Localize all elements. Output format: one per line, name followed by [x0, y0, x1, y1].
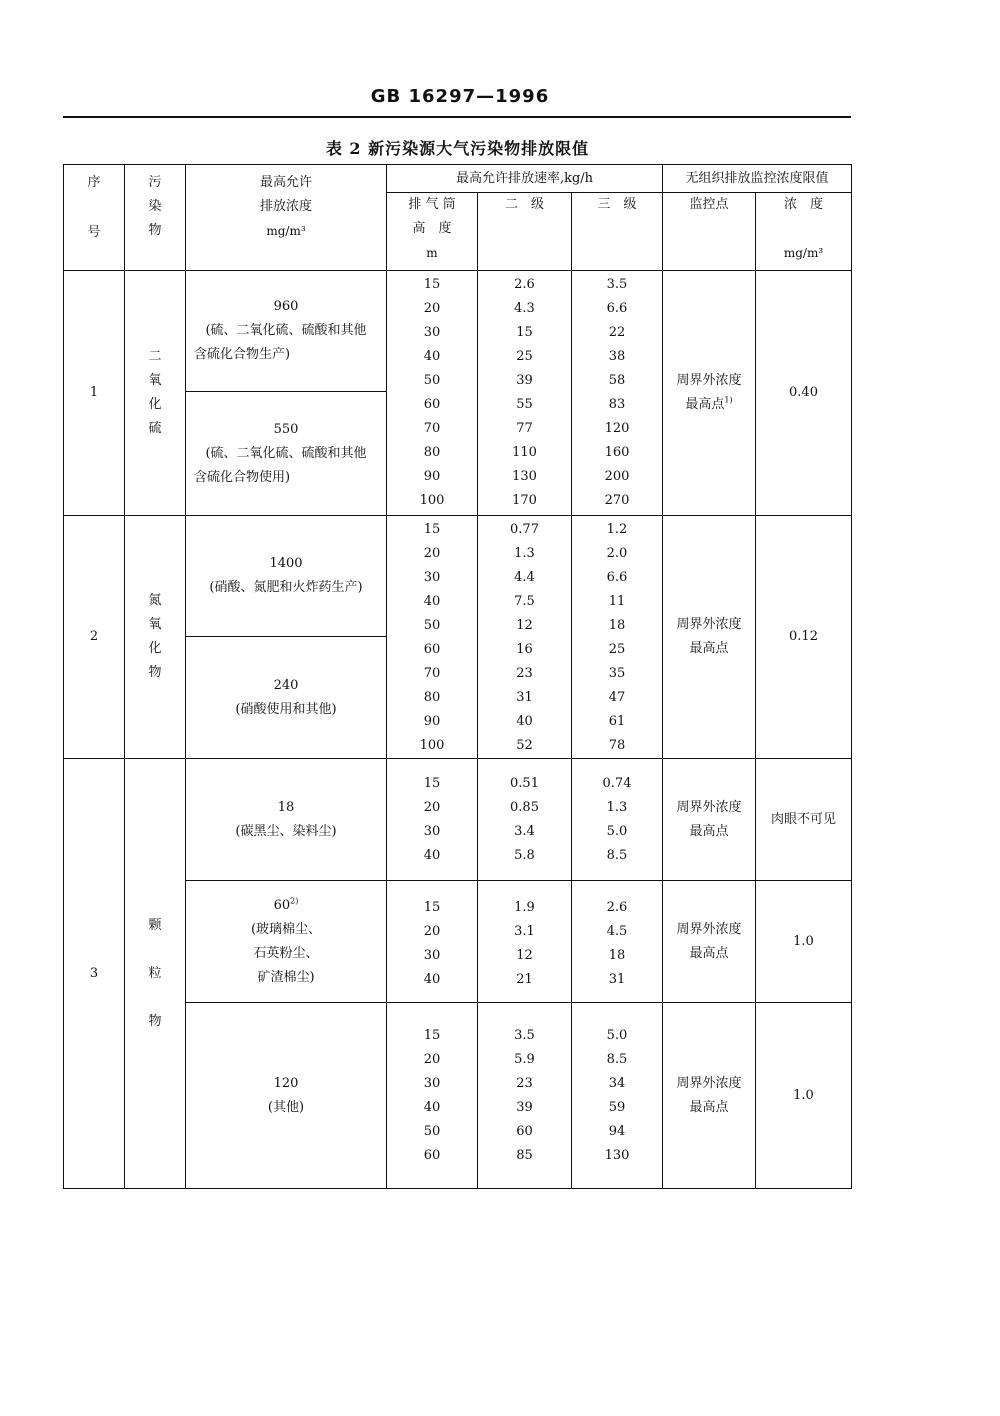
row1-pollutant-so2: 二 氧 化 硫	[125, 271, 186, 516]
row1-conc-production: 960 (硫、二氧化硫、硫酸和其他 含硫化合物生产)	[186, 271, 387, 392]
row2-pollutant-nox: 氮 氧 化 物	[125, 516, 186, 759]
row2-grade3-rates: 1.2 2.0 6.6 11 18 25 35 47 61 78	[572, 516, 663, 759]
footnote-2-marker: 2)	[290, 896, 299, 906]
header-max-concentration: 最高允许 排放浓度 mg/m³	[186, 165, 387, 271]
row1-conc-limit: 0.40	[756, 271, 852, 516]
row3-seq: 3	[64, 759, 125, 1189]
row1-grade2-rates: 2.6 4.3 15 25 39 55 77 110 130 170	[478, 271, 572, 516]
row3c-monitor-point: 周界外浓度 最高点	[663, 1003, 756, 1189]
row2-conc-production: 1400 (硝酸、氮肥和火炸药生产)	[186, 516, 387, 637]
row2-conc-usage: 240 (硝酸使用和其他)	[186, 637, 387, 759]
row3b-grade2-rates: 1.9 3.1 12 21	[478, 881, 572, 1003]
row2-seq: 2	[64, 516, 125, 759]
row3-pollutant-particulate: 颗 粒 物	[125, 759, 186, 1189]
row1-conc-usage: 550 (硫、二氧化硫、硫酸和其他 含硫化合物使用)	[186, 392, 387, 516]
row3c-stack-heights: 15 20 30 40 50 60	[387, 1003, 478, 1189]
row3c-grade2-rates: 3.5 5.9 23 39 60 85	[478, 1003, 572, 1189]
row3a-conc-limit: 肉眼不可见	[756, 759, 852, 881]
row3b-conc-limit: 1.0	[756, 881, 852, 1003]
header-grade-3: 三 级	[572, 193, 663, 271]
row3a-grade3-rates: 0.74 1.3 5.0 8.5	[572, 759, 663, 881]
row3a-stack-heights: 15 20 30 40	[387, 759, 478, 881]
header-max-rate: 最高允许排放速率,kg/h	[387, 165, 663, 193]
row1-seq: 1	[64, 271, 125, 516]
header-stack-height: 排 气 筒 高 度 m	[387, 193, 478, 271]
row3c-grade3-rates: 5.0 8.5 34 59 94 130	[572, 1003, 663, 1189]
table-title: 表 2 新污染源大气污染物排放限值	[325, 139, 590, 158]
header-seq: 序 号	[64, 165, 125, 271]
header-grade-2: 二 级	[478, 193, 572, 271]
row3a-conc: 18 (碳黑尘、染料尘)	[186, 759, 387, 881]
row1-stack-heights: 15 20 30 40 50 60 70 80 90 100	[387, 271, 478, 516]
row2-grade2-rates: 0.77 1.3 4.4 7.5 12 16 23 31 40 52	[478, 516, 572, 759]
row3b-grade3-rates: 2.6 4.5 18 31	[572, 881, 663, 1003]
row3a-monitor-point: 周界外浓度 最高点	[663, 759, 756, 881]
row2-conc-limit: 0.12	[756, 516, 852, 759]
header-unorganized-limit: 无组织排放监控浓度限值	[663, 165, 852, 193]
footnote-1-marker: 1)	[724, 395, 733, 405]
row3c-conc-limit: 1.0	[756, 1003, 852, 1189]
header-concentration: 浓 度 mg/m³	[756, 193, 852, 271]
row3c-conc: 120 (其他)	[186, 1003, 387, 1189]
row3a-grade2-rates: 0.51 0.85 3.4 5.8	[478, 759, 572, 881]
row1-monitor-point: 周界外浓度 最高点$^{1)}$	[663, 271, 756, 516]
header-pollutant: 污 染 物	[125, 165, 186, 271]
header-rule	[63, 116, 851, 118]
header-monitor-point: 监控点	[663, 193, 756, 271]
row3b-stack-heights: 15 20 30 40	[387, 881, 478, 1003]
row1-grade3-rates: 3.5 6.6 22 38 58 83 120 160 200 270	[572, 271, 663, 516]
row2-monitor-point: 周界外浓度 最高点	[663, 516, 756, 759]
emission-limits-table	[63, 164, 852, 1189]
row3b-conc: 60$^{2)}$ (玻璃棉尘、 石英粉尘、 矿渣棉尘)	[186, 881, 387, 1003]
standard-number: GB 16297—1996	[370, 86, 550, 107]
row3b-monitor-point: 周界外浓度 最高点	[663, 881, 756, 1003]
row2-stack-heights: 15 20 30 40 50 60 70 80 90 100	[387, 516, 478, 759]
